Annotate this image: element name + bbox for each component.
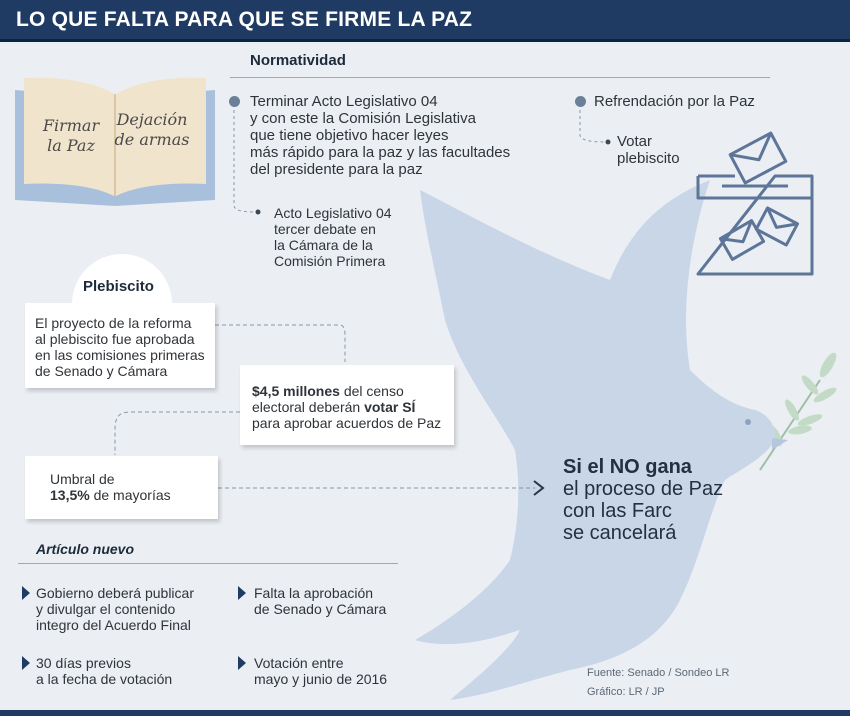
book-left-text: Firmar la Paz <box>42 116 100 155</box>
normatividad-item-1: Terminar Acto Legislativo 04 y con este la Comisión Legislativa que tiene objetivo hacer leyes más rápido para la paz y las facultades del presidente para la paz <box>250 93 511 178</box>
page-title: LO QUE FALTA PARA QUE SE FIRME LA PAZ <box>16 8 473 31</box>
book-right-text: Dejación de armas <box>114 110 190 149</box>
articulo-rule <box>18 563 398 564</box>
articulo-item-2: Falta la aprobación de Senado y Cámara <box>254 585 387 617</box>
ballot-box-icon <box>690 128 820 278</box>
articulo-item-4: Votación entre mayo y junio de 2016 <box>254 655 388 687</box>
normatividad-title: Normatividad <box>250 52 346 69</box>
normatividad-item-2: Refrendación por la Paz <box>594 93 755 110</box>
credit-text: Gráfico: LR / JP <box>587 686 665 698</box>
articulo-title: Artículo nuevo <box>36 541 135 557</box>
result-text: Si el NO gana el proceso de Paz con las Farc se cancelará <box>563 456 724 544</box>
articulo-bullet <box>238 656 246 670</box>
articulo-bullet <box>22 656 30 670</box>
source-text: Fuente: Senado / Sondeo LR <box>587 667 730 679</box>
plebiscito-box-1-text: El proyecto de la reforma al plebiscito fue aprobada en las comisiones primeras de Senado y Cámara <box>35 315 205 379</box>
articulo-bullet <box>238 586 246 600</box>
normatividad-sub-1: Acto Legislativo 04 tercer debate en la Cámara de la Comisión Primera <box>274 205 392 269</box>
normatividad-sub-2: Votar plebiscito <box>617 133 680 167</box>
footer-bar <box>0 710 850 716</box>
articulo-item-1: Gobierno deberá publicar y divulgar el contenido integro del Acuerdo Final <box>36 585 194 633</box>
plebiscito-box-3-text: Umbral de 13,5% de mayorías <box>50 471 171 503</box>
articulo-item-3: 30 días previos a la fecha de votación <box>36 655 173 687</box>
plebiscito-title: Plebiscito <box>83 278 154 295</box>
articulo-bullet <box>22 586 30 600</box>
plebiscito-box-2-text: $4,5 millones del censo electoral deberán votar SÍ para aprobar acuerdos de Paz <box>252 383 442 431</box>
